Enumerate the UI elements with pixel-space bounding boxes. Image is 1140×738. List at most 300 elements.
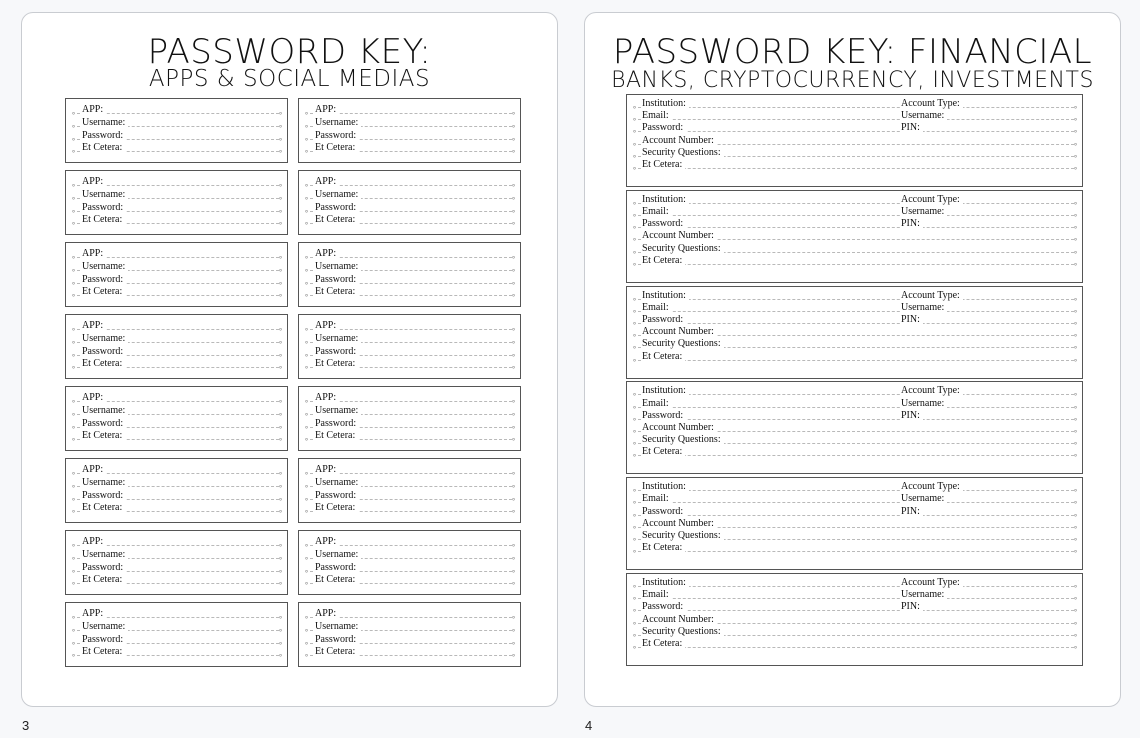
field-label: APP: bbox=[82, 536, 106, 547]
line-end-ornament-icon: ∘ bbox=[510, 507, 516, 517]
form-line[interactable] bbox=[66, 490, 287, 502]
form-line[interactable] bbox=[66, 176, 287, 188]
form-line[interactable] bbox=[627, 481, 1082, 496]
field-label: Username: bbox=[901, 398, 947, 409]
form-line[interactable] bbox=[299, 562, 520, 574]
financial-account-card bbox=[626, 477, 1083, 570]
dashed-writing-line bbox=[310, 113, 512, 114]
app-login-card bbox=[298, 98, 521, 163]
field-label: Username: bbox=[315, 477, 361, 488]
financial-account-card bbox=[626, 381, 1083, 474]
line-end-ornament-icon: ∘ bbox=[632, 294, 638, 304]
line-end-ornament-icon: ∘ bbox=[510, 325, 516, 334]
form-line[interactable] bbox=[627, 255, 1082, 267]
line-end-ornament-icon: ∘ bbox=[1072, 451, 1078, 461]
form-line[interactable] bbox=[299, 202, 520, 214]
dashed-writing-line bbox=[638, 490, 1074, 491]
line-end-ornament-icon: ∘ bbox=[632, 451, 638, 461]
dashed-writing-line bbox=[310, 545, 512, 546]
field-label: Et Cetera: bbox=[642, 542, 685, 553]
field-label: Username: bbox=[82, 117, 128, 128]
line-end-ornament-icon: ∘ bbox=[71, 507, 77, 517]
line-end-ornament-icon: ∘ bbox=[71, 613, 77, 622]
form-line[interactable] bbox=[299, 286, 520, 301]
field-label: Et Cetera: bbox=[315, 142, 358, 153]
field-label: Account Number: bbox=[642, 518, 717, 529]
field-label: Security Questions: bbox=[642, 434, 724, 445]
field-label: PIN: bbox=[901, 314, 923, 325]
line-end-ornament-icon: ∘ bbox=[304, 579, 310, 589]
form-line[interactable] bbox=[299, 621, 520, 633]
form-line[interactable] bbox=[299, 502, 520, 517]
line-end-ornament-icon: ∘ bbox=[510, 363, 516, 373]
app-login-card bbox=[65, 98, 288, 163]
form-line[interactable] bbox=[627, 98, 1082, 110]
line-end-ornament-icon: ∘ bbox=[304, 435, 310, 445]
line-end-ornament-icon: ∘ bbox=[632, 139, 638, 149]
dashed-writing-line bbox=[310, 617, 512, 618]
field-label: APP: bbox=[315, 176, 339, 187]
field-label: Institution: bbox=[642, 194, 689, 205]
line-end-ornament-icon: ∘ bbox=[71, 651, 77, 661]
dashed-writing-line bbox=[638, 264, 1074, 265]
field-label: Et Cetera: bbox=[315, 574, 358, 585]
form-line[interactable] bbox=[66, 274, 287, 286]
line-end-ornament-icon: ∘ bbox=[277, 613, 283, 622]
dashed-writing-line bbox=[77, 113, 279, 114]
line-end-ornament-icon: ∘ bbox=[632, 223, 638, 233]
field-label: Username: bbox=[315, 405, 361, 416]
line-end-ornament-icon: ∘ bbox=[510, 206, 516, 216]
form-line[interactable] bbox=[66, 130, 287, 142]
form-line[interactable] bbox=[66, 333, 287, 345]
line-end-ornament-icon: ∘ bbox=[277, 193, 283, 203]
app-login-card bbox=[298, 458, 521, 523]
field-label: Username: bbox=[315, 549, 361, 560]
form-line[interactable] bbox=[66, 477, 287, 489]
line-end-ornament-icon: ∘ bbox=[277, 278, 283, 288]
line-end-ornament-icon: ∘ bbox=[510, 579, 516, 589]
line-end-ornament-icon: ∘ bbox=[1072, 547, 1078, 557]
form-line[interactable] bbox=[299, 358, 520, 373]
field-label: PIN: bbox=[901, 601, 923, 612]
line-end-ornament-icon: ∘ bbox=[277, 181, 283, 190]
line-end-ornament-icon: ∘ bbox=[632, 235, 638, 245]
line-end-ornament-icon: ∘ bbox=[304, 265, 310, 275]
form-line[interactable] bbox=[627, 351, 1082, 363]
line-end-ornament-icon: ∘ bbox=[71, 397, 77, 406]
field-label: Username: bbox=[315, 261, 361, 272]
form-line[interactable] bbox=[66, 621, 287, 633]
form-line[interactable] bbox=[299, 189, 520, 201]
dashed-writing-line bbox=[77, 545, 279, 546]
form-line[interactable] bbox=[627, 530, 1082, 542]
field-label: Username: bbox=[315, 117, 361, 128]
line-end-ornament-icon: ∘ bbox=[1072, 439, 1078, 449]
form-line[interactable] bbox=[627, 589, 1082, 604]
line-end-ornament-icon: ∘ bbox=[1072, 630, 1078, 640]
field-label: Institution: bbox=[642, 290, 689, 301]
dashed-writing-line bbox=[638, 515, 1074, 516]
dashed-writing-line bbox=[638, 394, 1074, 395]
form-line[interactable] bbox=[299, 176, 520, 188]
field-label: Et Cetera: bbox=[315, 502, 358, 513]
field-label: Username: bbox=[901, 589, 947, 600]
field-label: Email: bbox=[642, 302, 672, 313]
field-label: Account Type: bbox=[901, 577, 963, 588]
line-end-ornament-icon: ∘ bbox=[277, 325, 283, 334]
line-end-ornament-icon: ∘ bbox=[510, 253, 516, 262]
line-end-ornament-icon: ∘ bbox=[304, 278, 310, 288]
form-line[interactable] bbox=[627, 638, 1082, 650]
line-end-ornament-icon: ∘ bbox=[632, 510, 638, 520]
form-line[interactable] bbox=[66, 117, 287, 129]
form-line[interactable] bbox=[299, 536, 520, 548]
dashed-writing-line bbox=[638, 323, 1074, 324]
form-line[interactable] bbox=[627, 398, 1082, 410]
dashed-writing-line bbox=[638, 598, 1074, 599]
form-line[interactable] bbox=[627, 614, 1082, 626]
field-label: APP: bbox=[315, 392, 339, 403]
line-end-ornament-icon: ∘ bbox=[632, 606, 638, 616]
field-label: Security Questions: bbox=[642, 147, 724, 158]
form-line[interactable] bbox=[66, 418, 287, 430]
page-number: 4 bbox=[585, 718, 593, 733]
form-line[interactable] bbox=[66, 464, 287, 476]
app-login-card bbox=[65, 602, 288, 667]
field-label: Et Cetera: bbox=[642, 446, 685, 457]
field-label: Security Questions: bbox=[642, 243, 724, 254]
form-line[interactable] bbox=[627, 577, 1082, 589]
line-end-ornament-icon: ∘ bbox=[510, 409, 516, 419]
form-line[interactable] bbox=[66, 405, 287, 417]
form-line[interactable] bbox=[627, 410, 1082, 422]
line-end-ornament-icon: ∘ bbox=[510, 291, 516, 301]
field-label: Username: bbox=[315, 189, 361, 200]
field-label: Password: bbox=[642, 601, 686, 612]
line-end-ornament-icon: ∘ bbox=[632, 343, 638, 353]
dashed-writing-line bbox=[638, 119, 1074, 120]
line-end-ornament-icon: ∘ bbox=[304, 325, 310, 334]
line-end-ornament-icon: ∘ bbox=[510, 422, 516, 432]
field-label: APP: bbox=[82, 176, 106, 187]
line-end-ornament-icon: ∘ bbox=[304, 350, 310, 360]
dashed-writing-line bbox=[638, 502, 1074, 503]
form-line[interactable] bbox=[299, 634, 520, 646]
form-line[interactable] bbox=[627, 206, 1082, 218]
app-login-card bbox=[298, 386, 521, 451]
field-label: PIN: bbox=[901, 122, 923, 133]
form-line[interactable] bbox=[627, 434, 1082, 449]
financial-account-card bbox=[626, 573, 1083, 666]
field-label: Username: bbox=[82, 333, 128, 344]
line-end-ornament-icon: ∘ bbox=[304, 553, 310, 563]
line-end-ornament-icon: ∘ bbox=[277, 494, 283, 504]
form-line[interactable] bbox=[627, 422, 1082, 434]
line-end-ornament-icon: ∘ bbox=[632, 151, 638, 161]
field-label: Et Cetera: bbox=[315, 214, 358, 225]
form-line[interactable] bbox=[299, 405, 520, 417]
form-line[interactable] bbox=[627, 122, 1082, 137]
field-label: Password: bbox=[642, 218, 686, 229]
line-end-ornament-icon: ∘ bbox=[71, 291, 77, 301]
form-line[interactable] bbox=[627, 147, 1082, 159]
line-end-ornament-icon: ∘ bbox=[632, 355, 638, 365]
form-line[interactable] bbox=[66, 562, 287, 574]
form-line[interactable] bbox=[66, 214, 287, 229]
line-end-ornament-icon: ∘ bbox=[304, 337, 310, 347]
form-line[interactable] bbox=[627, 338, 1082, 353]
form-line[interactable] bbox=[299, 608, 520, 620]
line-end-ornament-icon: ∘ bbox=[510, 435, 516, 445]
line-end-ornament-icon: ∘ bbox=[304, 219, 310, 229]
line-end-ornament-icon: ∘ bbox=[1072, 534, 1078, 544]
form-line[interactable] bbox=[66, 286, 287, 301]
form-line[interactable] bbox=[299, 130, 520, 142]
form-line[interactable] bbox=[627, 601, 1082, 616]
line-end-ornament-icon: ∘ bbox=[510, 553, 516, 563]
dashed-writing-line bbox=[638, 299, 1074, 300]
form-line[interactable] bbox=[299, 333, 520, 345]
line-end-ornament-icon: ∘ bbox=[632, 414, 638, 424]
field-label: Et Cetera: bbox=[642, 638, 685, 649]
field-label: Institution: bbox=[642, 481, 689, 492]
form-line[interactable] bbox=[66, 320, 287, 332]
form-line[interactable] bbox=[299, 248, 520, 260]
line-end-ornament-icon: ∘ bbox=[1072, 164, 1078, 173]
form-line[interactable] bbox=[66, 346, 287, 358]
form-line[interactable] bbox=[299, 430, 520, 445]
line-end-ornament-icon: ∘ bbox=[277, 553, 283, 563]
page-number: 3 bbox=[22, 718, 30, 733]
field-label: Password: bbox=[82, 562, 126, 573]
line-end-ornament-icon: ∘ bbox=[510, 337, 516, 347]
line-end-ornament-icon: ∘ bbox=[510, 481, 516, 491]
form-line[interactable] bbox=[66, 430, 287, 445]
form-line[interactable] bbox=[299, 104, 520, 116]
form-line[interactable] bbox=[299, 320, 520, 332]
field-label: Account Type: bbox=[901, 98, 963, 109]
line-end-ornament-icon: ∘ bbox=[510, 181, 516, 190]
app-login-card bbox=[298, 530, 521, 595]
form-line[interactable] bbox=[299, 346, 520, 358]
line-end-ornament-icon: ∘ bbox=[277, 363, 283, 373]
line-end-ornament-icon: ∘ bbox=[510, 121, 516, 131]
line-end-ornament-icon: ∘ bbox=[71, 638, 77, 648]
dashed-writing-line bbox=[310, 257, 512, 258]
form-line[interactable] bbox=[66, 536, 287, 548]
line-end-ornament-icon: ∘ bbox=[632, 486, 638, 496]
form-line[interactable] bbox=[627, 110, 1082, 125]
app-login-card bbox=[65, 170, 288, 235]
form-line[interactable] bbox=[66, 646, 287, 661]
form-line[interactable] bbox=[627, 194, 1082, 206]
form-line[interactable] bbox=[66, 248, 287, 260]
line-end-ornament-icon: ∘ bbox=[632, 210, 638, 220]
line-end-ornament-icon: ∘ bbox=[510, 613, 516, 622]
line-end-ornament-icon: ∘ bbox=[510, 219, 516, 229]
line-end-ornament-icon: ∘ bbox=[1072, 390, 1078, 400]
form-line[interactable] bbox=[66, 142, 287, 157]
line-end-ornament-icon: ∘ bbox=[1072, 210, 1078, 220]
form-line[interactable] bbox=[627, 506, 1082, 518]
line-end-ornament-icon: ∘ bbox=[304, 469, 310, 478]
line-end-ornament-icon: ∘ bbox=[304, 147, 310, 157]
form-line[interactable] bbox=[299, 142, 520, 157]
dashed-writing-line bbox=[638, 131, 1074, 132]
line-end-ornament-icon: ∘ bbox=[277, 579, 283, 589]
form-line[interactable] bbox=[627, 446, 1082, 461]
field-label: Account Number: bbox=[642, 614, 717, 625]
line-end-ornament-icon: ∘ bbox=[632, 522, 638, 532]
field-label: Et Cetera: bbox=[642, 351, 685, 362]
line-end-ornament-icon: ∘ bbox=[1072, 198, 1078, 208]
line-end-ornament-icon: ∘ bbox=[1072, 402, 1078, 412]
app-login-card bbox=[65, 458, 288, 523]
dashed-writing-line bbox=[310, 185, 512, 186]
form-line[interactable] bbox=[627, 243, 1082, 255]
form-line[interactable] bbox=[66, 358, 287, 373]
form-line[interactable] bbox=[299, 214, 520, 229]
dashed-writing-line bbox=[310, 329, 512, 330]
form-line[interactable] bbox=[66, 202, 287, 214]
field-label: PIN: bbox=[901, 506, 923, 517]
line-end-ornament-icon: ∘ bbox=[632, 259, 638, 269]
form-line[interactable] bbox=[627, 314, 1082, 326]
app-login-card bbox=[65, 314, 288, 379]
form-line[interactable] bbox=[299, 549, 520, 561]
form-line[interactable] bbox=[66, 634, 287, 646]
form-line[interactable] bbox=[627, 385, 1082, 400]
field-label: Email: bbox=[642, 206, 672, 217]
line-end-ornament-icon: ∘ bbox=[277, 481, 283, 491]
field-label: Et Cetera: bbox=[82, 286, 125, 297]
line-end-ornament-icon: ∘ bbox=[510, 147, 516, 157]
line-end-ornament-icon: ∘ bbox=[1072, 522, 1078, 532]
line-end-ornament-icon: ∘ bbox=[1072, 618, 1078, 628]
field-label: Security Questions: bbox=[642, 530, 724, 541]
line-end-ornament-icon: ∘ bbox=[510, 134, 516, 144]
form-line[interactable] bbox=[627, 218, 1082, 233]
form-line[interactable] bbox=[66, 502, 287, 517]
form-line[interactable] bbox=[66, 608, 287, 620]
field-label: APP: bbox=[82, 392, 106, 403]
line-end-ornament-icon: ∘ bbox=[71, 253, 77, 262]
line-end-ornament-icon: ∘ bbox=[304, 507, 310, 517]
dashed-writing-line bbox=[638, 586, 1074, 587]
line-end-ornament-icon: ∘ bbox=[632, 198, 638, 208]
form-line[interactable] bbox=[627, 518, 1082, 530]
line-end-ornament-icon: ∘ bbox=[632, 643, 638, 652]
line-end-ornament-icon: ∘ bbox=[71, 566, 77, 576]
field-label: Username: bbox=[901, 302, 947, 313]
line-end-ornament-icon: ∘ bbox=[277, 121, 283, 131]
form-line[interactable] bbox=[627, 302, 1082, 314]
line-end-ornament-icon: ∘ bbox=[277, 291, 283, 301]
field-label: Institution: bbox=[642, 385, 689, 396]
line-end-ornament-icon: ∘ bbox=[632, 498, 638, 508]
form-line[interactable] bbox=[299, 464, 520, 476]
line-end-ornament-icon: ∘ bbox=[1072, 643, 1078, 652]
form-line[interactable] bbox=[627, 493, 1082, 508]
form-line[interactable] bbox=[627, 159, 1082, 171]
form-line[interactable] bbox=[66, 549, 287, 561]
line-end-ornament-icon: ∘ bbox=[510, 350, 516, 360]
form-line[interactable] bbox=[299, 418, 520, 430]
field-label: Username: bbox=[82, 261, 128, 272]
line-end-ornament-icon: ∘ bbox=[1072, 498, 1078, 508]
field-label: Email: bbox=[642, 589, 672, 600]
form-line[interactable] bbox=[627, 542, 1082, 557]
form-line[interactable] bbox=[66, 189, 287, 201]
form-line[interactable] bbox=[627, 626, 1082, 638]
dashed-writing-line bbox=[638, 107, 1074, 108]
field-label: Password: bbox=[82, 418, 126, 429]
line-end-ornament-icon: ∘ bbox=[277, 409, 283, 419]
form-line[interactable] bbox=[66, 261, 287, 273]
line-end-ornament-icon: ∘ bbox=[277, 147, 283, 157]
form-line[interactable] bbox=[627, 230, 1082, 245]
line-end-ornament-icon: ∘ bbox=[277, 651, 283, 661]
form-line[interactable] bbox=[627, 290, 1082, 302]
line-end-ornament-icon: ∘ bbox=[1072, 103, 1078, 112]
line-end-ornament-icon: ∘ bbox=[304, 422, 310, 432]
field-label: Et Cetera: bbox=[82, 574, 125, 585]
form-line[interactable] bbox=[299, 261, 520, 273]
dashed-writing-line bbox=[638, 203, 1074, 204]
form-line[interactable] bbox=[299, 477, 520, 489]
form-line[interactable] bbox=[299, 392, 520, 404]
form-line[interactable] bbox=[299, 574, 520, 589]
line-end-ornament-icon: ∘ bbox=[304, 181, 310, 190]
form-line[interactable] bbox=[66, 104, 287, 116]
line-end-ornament-icon: ∘ bbox=[1072, 247, 1078, 257]
field-label: APP: bbox=[82, 464, 106, 475]
field-label: Username: bbox=[901, 206, 947, 217]
field-label: Account Type: bbox=[901, 194, 963, 205]
form-line[interactable] bbox=[66, 392, 287, 404]
line-end-ornament-icon: ∘ bbox=[277, 337, 283, 347]
form-line[interactable] bbox=[299, 490, 520, 502]
form-line[interactable] bbox=[299, 117, 520, 129]
line-end-ornament-icon: ∘ bbox=[632, 582, 638, 591]
line-end-ornament-icon: ∘ bbox=[1072, 486, 1078, 496]
form-line[interactable] bbox=[627, 135, 1082, 147]
dashed-writing-line bbox=[77, 185, 279, 186]
form-line[interactable] bbox=[299, 646, 520, 661]
field-label: Account Number: bbox=[642, 422, 717, 433]
line-end-ornament-icon: ∘ bbox=[304, 193, 310, 203]
field-label: Username: bbox=[82, 189, 128, 200]
dashed-writing-line bbox=[638, 419, 1074, 420]
line-end-ornament-icon: ∘ bbox=[632, 618, 638, 628]
line-end-ornament-icon: ∘ bbox=[632, 534, 638, 544]
field-label: Username: bbox=[315, 621, 361, 632]
line-end-ornament-icon: ∘ bbox=[277, 422, 283, 432]
line-end-ornament-icon: ∘ bbox=[277, 566, 283, 576]
form-line[interactable] bbox=[627, 326, 1082, 341]
line-end-ornament-icon: ∘ bbox=[1072, 115, 1078, 125]
line-end-ornament-icon: ∘ bbox=[510, 625, 516, 635]
line-end-ornament-icon: ∘ bbox=[304, 651, 310, 661]
line-end-ornament-icon: ∘ bbox=[71, 147, 77, 157]
line-end-ornament-icon: ∘ bbox=[277, 219, 283, 229]
form-line[interactable] bbox=[299, 274, 520, 286]
line-end-ornament-icon: ∘ bbox=[632, 402, 638, 412]
field-label: Account Number: bbox=[642, 326, 717, 337]
line-end-ornament-icon: ∘ bbox=[632, 115, 638, 125]
form-line[interactable] bbox=[66, 574, 287, 589]
